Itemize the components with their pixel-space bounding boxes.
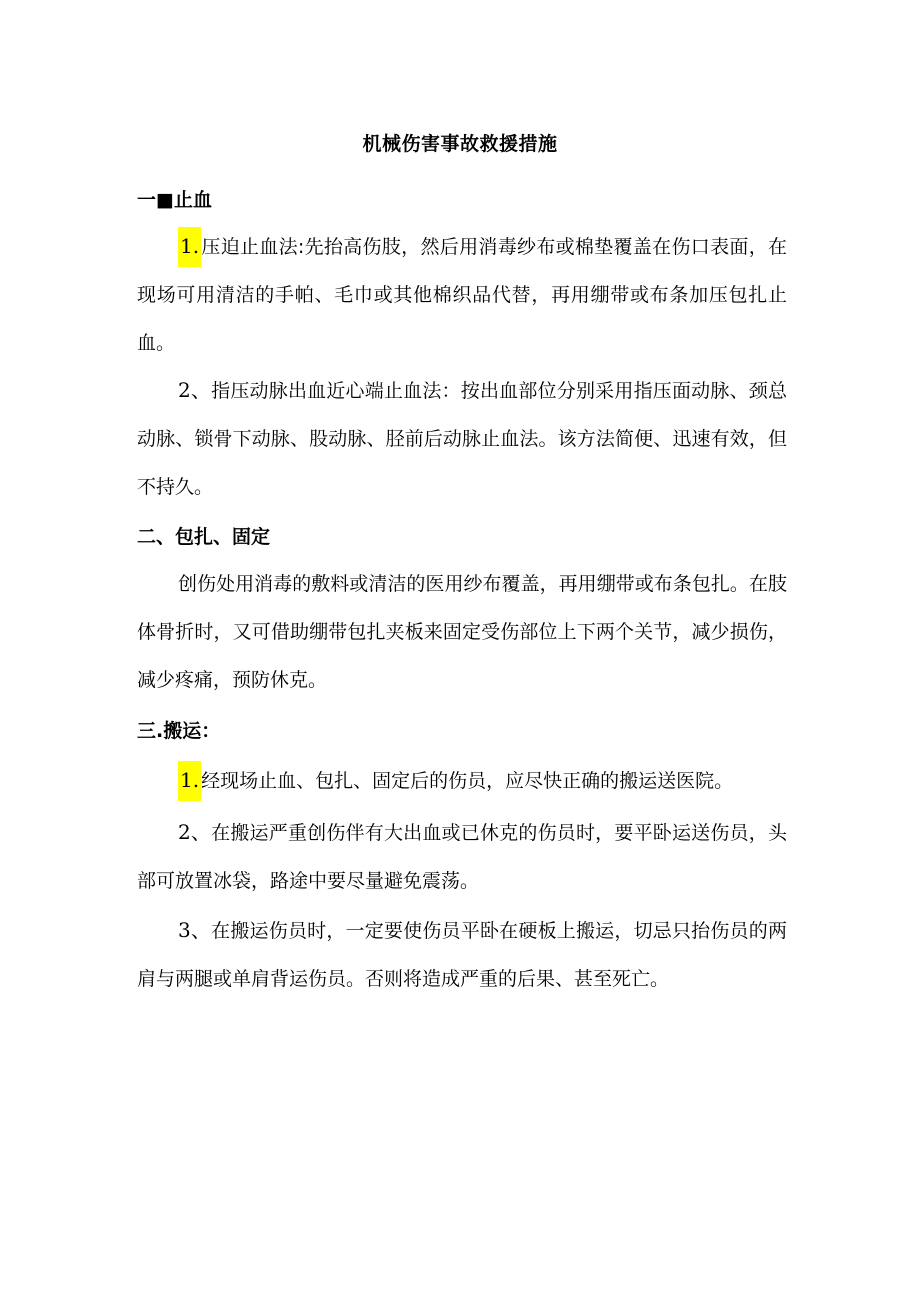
list-number: 2、 <box>178 378 212 402</box>
paragraph-text: 经现场止血、包扎、固定后的伤员，应尽快正确的搬运送医院。 <box>201 770 734 792</box>
list-number: 3、 <box>178 918 212 942</box>
paragraph-transport-3 <box>137 906 787 1003</box>
paragraph-text: 创伤处用消毒的敷料或清洁的医用纱布覆盖，再用绷带或布条包扎。在肢体骨折时，又可借助绷带包扎夹板来固定受伤部位上下两个关节，减少损伤，减少疼痛，预防休克。 <box>137 573 787 691</box>
paragraph-text: 在搬运严重创伤伴有大出血或已休克的伤员时，要平卧运送伤员，头部可放置冰袋，路途中要尽量避免震荡。 <box>137 822 787 892</box>
section-heading-hemostasis: 一■止血 <box>137 189 212 211</box>
paragraph-transport-1 <box>137 757 787 805</box>
section-heading-bandage-fix: 二、包扎、固定 <box>137 526 271 548</box>
paragraph-text: 在搬运伤员时，一定要使伤员平卧在硬板上搬运，切忌只抬伤员的两肩与两腿或单肩背运伤员。否则将造成严重的后果、甚至死亡。 <box>137 920 787 990</box>
list-number: 2、 <box>178 820 212 844</box>
list-number-highlighted: 1. <box>178 761 201 801</box>
paragraph-compression-hemostasis <box>137 223 787 367</box>
paragraph-text: 压迫止血法:先抬高伤肢，然后用消毒纱布或棉垫覆盖在伤口表面，在现场可用清洁的手帕、毛巾或其他棉织品代替，再用绷带或布条加压包扎止血。 <box>137 236 787 354</box>
list-number-highlighted: 1. <box>178 227 201 267</box>
paragraph-text: 指压动脉出血近心端止血法：按出血部位分别采用指压面动脉、颈总动脉、锁骨下动脉、股动脉、胫前后动脉止血法。该方法简便、迅速有效，但不持久。 <box>137 380 787 498</box>
paragraph-artery-pressure <box>137 366 787 511</box>
document-title: 机械伤害事故救援措施 <box>362 133 558 155</box>
paragraph-bandage-fix <box>137 560 787 704</box>
section-heading-transport: 三.搬运： <box>137 720 221 742</box>
paragraph-transport-2 <box>137 808 787 905</box>
